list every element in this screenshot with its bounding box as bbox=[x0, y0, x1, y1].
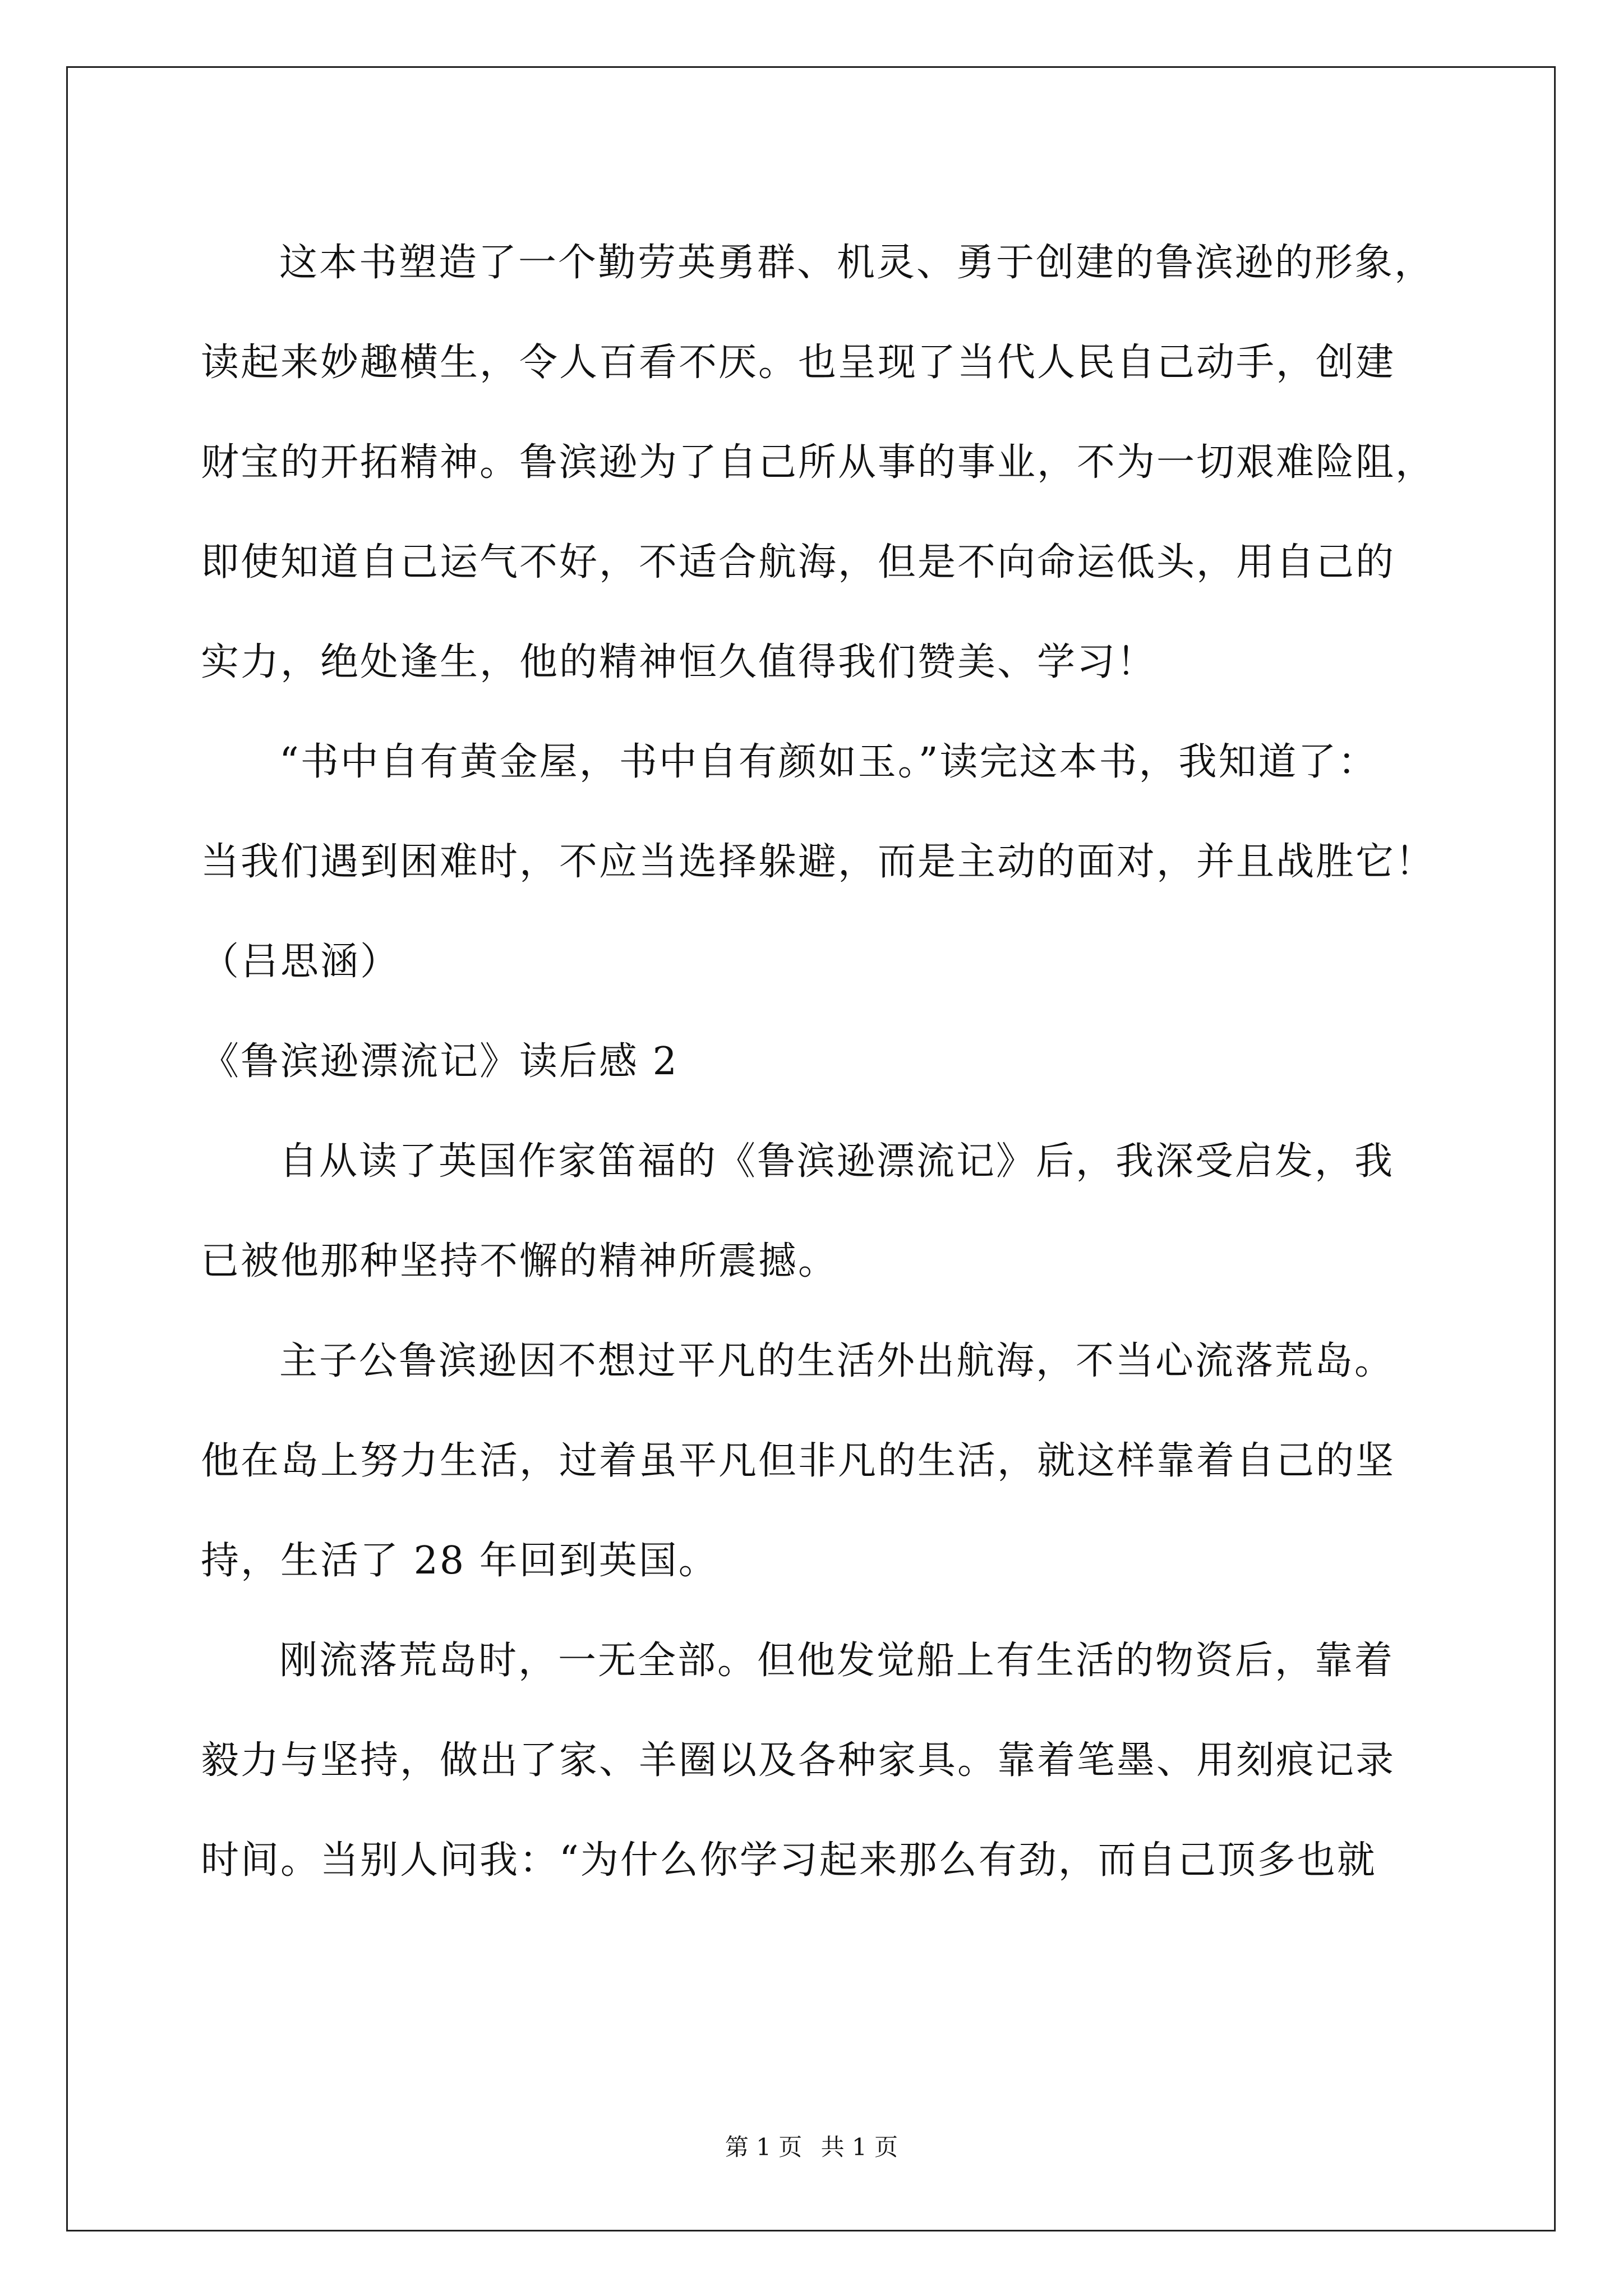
section-heading: 《鲁滨逊漂流记》读后感 2 bbox=[201, 1039, 679, 1084]
paragraph-1-line-1: 这本书塑造了一个勤劳英勇群、机灵、勇于创建的鲁滨逊的形象， bbox=[279, 241, 1435, 285]
author-signature: （吕思涵） bbox=[201, 940, 400, 984]
paragraph-2-line-1: “书中自有黄金屋，书中自有颜如玉。”读完这本书，我知道了： bbox=[279, 740, 1378, 784]
paragraph-3-line-2: 已被他那种坚持不懈的精神所震撼。 bbox=[201, 1239, 838, 1283]
paragraph-4-line-3: 持，生活了 28 年回到英国。 bbox=[201, 1539, 718, 1583]
page-number-current: 第 1 页 bbox=[725, 2133, 803, 2161]
page-footer bbox=[0, 2131, 1623, 2164]
paragraph-5-line-2: 毅力与坚持，做出了家、羊圈以及各种家具。靠着笔墨、用刻痕记录 bbox=[201, 1738, 1396, 1783]
paragraph-1-line-4: 即使知道自己运气不好，不适合航海，但是不向命运低头，用自己的 bbox=[201, 540, 1396, 585]
paragraph-5-line-3: 时间。当别人问我：“为什么你学习起来那么有劲，而自己顶多也就 bbox=[201, 1838, 1377, 1883]
paragraph-2-line-2: 当我们遇到困难时，不应当选择躲避，而是主动的面对，并且战胜它！ bbox=[201, 840, 1436, 884]
paragraph-4-line-2: 他在岛上努力生活，过着虽平凡但非凡的生活，就这样靠着自己的坚 bbox=[201, 1439, 1396, 1483]
paragraph-5-line-1: 刚流落荒岛时，一无全部。但他发觉船上有生活的物资后，靠着 bbox=[279, 1639, 1395, 1683]
paragraph-3-line-1: 自从读了英国作家笛福的《鲁滨逊漂流记》后，我深受启发，我 bbox=[279, 1139, 1395, 1184]
paragraph-1-line-5: 实力，绝处逢生，他的精神恒久值得我们赞美、学习！ bbox=[201, 640, 1157, 684]
page-number-total: 共 1 页 bbox=[820, 2133, 898, 2161]
paragraph-4-line-1: 主子公鲁滨逊因不想过平凡的生活外出航海，不当心流落荒岛。 bbox=[279, 1339, 1395, 1383]
document-body bbox=[201, 213, 1491, 1911]
paragraph-1-line-3: 财宝的开拓精神。鲁滨逊为了自己所从事的事业，不为一切艰难险阻， bbox=[201, 440, 1436, 485]
paragraph-1-line-2: 读起来妙趣横生，令人百看不厌。也呈现了当代人民自己动手，创建 bbox=[201, 341, 1396, 385]
